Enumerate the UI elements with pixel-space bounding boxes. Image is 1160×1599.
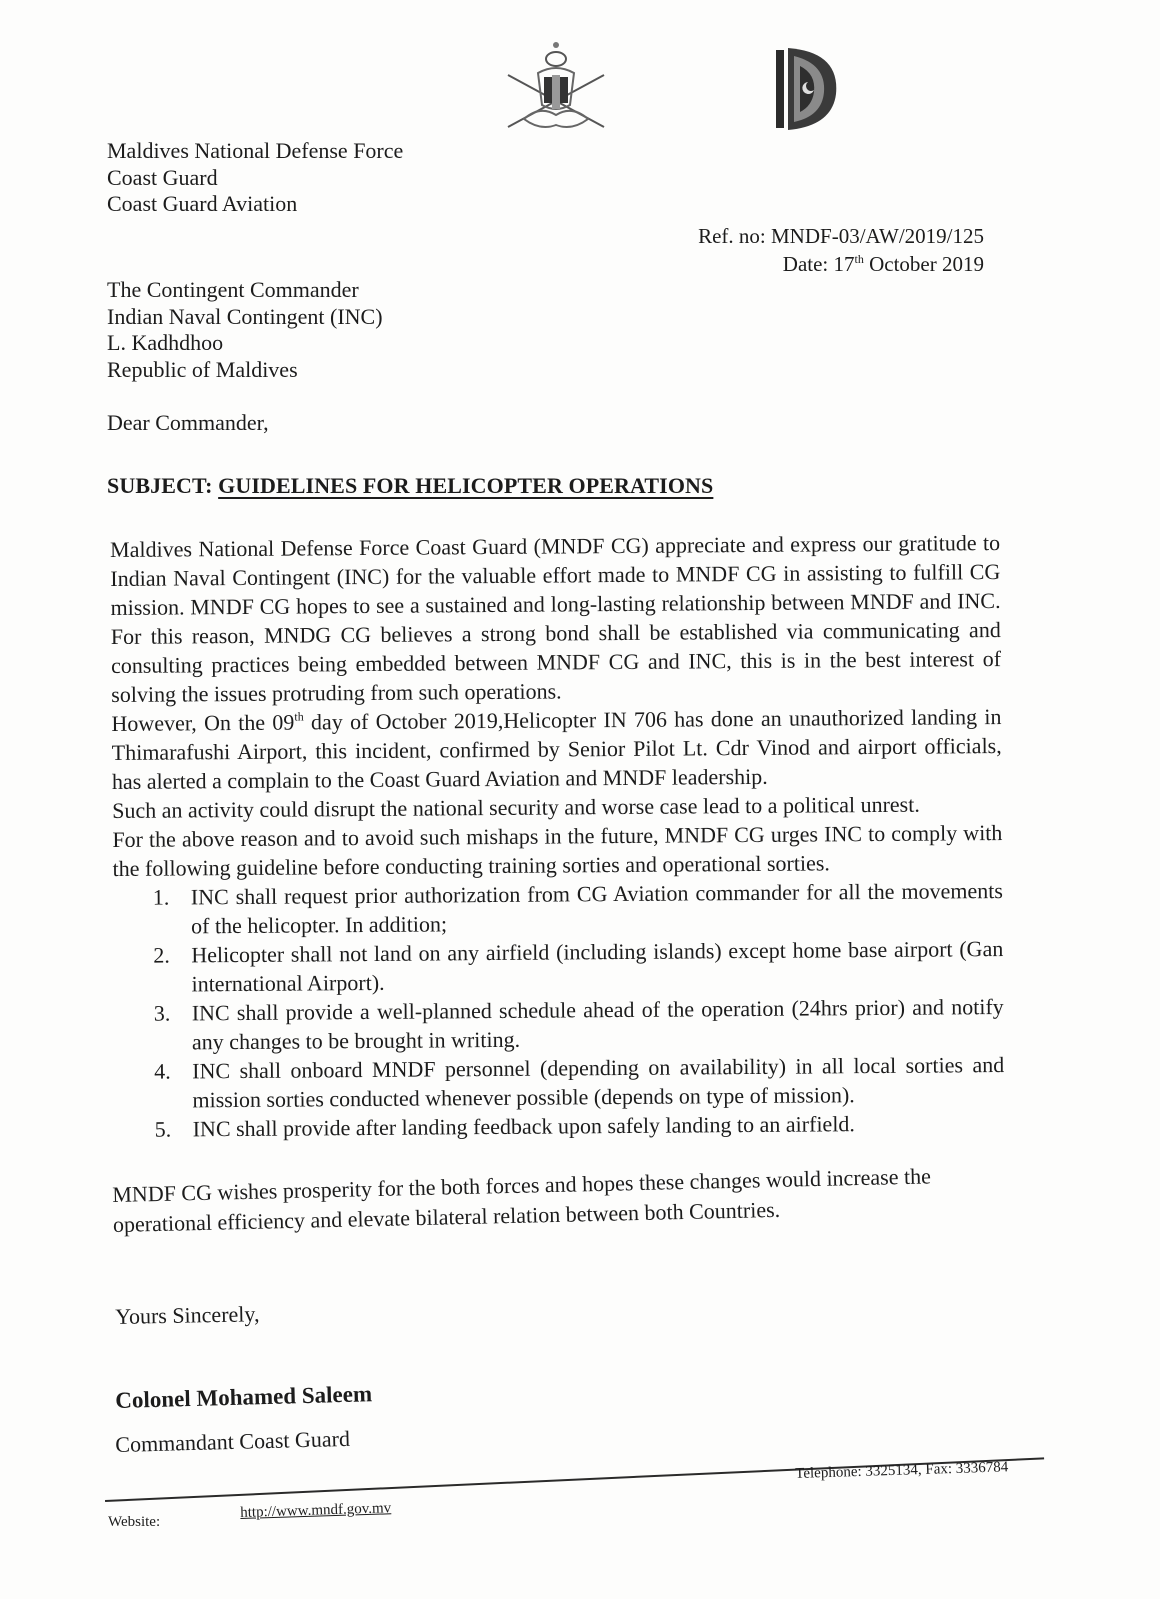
letter-date: Date: 17th October 2019	[782, 252, 984, 276]
guideline-item: 5. INC shall provide after landing feedback upon safely landing to an airfield.	[154, 1111, 855, 1142]
sender-line: Coast Guard Aviation	[107, 191, 298, 216]
valediction: Yours Sincerely,	[115, 1301, 260, 1329]
coast-guard-emblem-icon	[770, 42, 850, 134]
guidelines-list	[113, 876, 1005, 1144]
footer-contact: Telephone: 3325134, Fax: 3336784	[795, 1459, 1009, 1482]
sender-line: Coast Guard	[107, 164, 218, 190]
salutation: Dear Commander,	[107, 410, 269, 435]
body-paragraph: However, On the 09th day of October 2019,Helicopter IN 706 has done an unauthorized landing in Thimarafushi Airport, this incident, confirmed by Senior Pilot Lt. Cdr Vinod and airport officials, has alerted a complain to the Coast Guard Aviation and MNDF leadership.	[111, 704, 1002, 794]
closing-paragraph: MNDF CG wishes prosperity for the both forces and hopes these changes would increase the operational efficiency and elevate bilateral relation between both Countries.	[112, 1163, 932, 1237]
subject-label: SUBJECT:	[107, 473, 219, 498]
footer-website-label: Website:	[108, 1514, 161, 1530]
guideline-item: 3. INC shall provide a well-planned schedule ahead of the operation (24hrs prior) and notify any changes to be brought in writing.	[153, 993, 1004, 1055]
letter-body	[110, 528, 1005, 1144]
recipient-address	[107, 277, 383, 383]
reference-number: Ref. no: MNDF-03/AW/2019/125	[698, 224, 984, 248]
guideline-item: 4. INC shall onboard MNDF personnel (depending on availability) in all local sorties and mission sorties conducted whenever possible (depends on type of mission).	[154, 1051, 1005, 1113]
recipient-line: Republic of Maldives	[107, 356, 298, 382]
guideline-item: 1. INC shall request prior authorization from CG Aviation commander for all the movements of the helicopter. In addition;	[152, 877, 1003, 939]
guideline-item: 2. Helicopter shall not land on any airfield (including islands) except home base airport (Gan international Airport).	[153, 935, 1004, 997]
mndf-crest-icon	[500, 35, 612, 135]
reference-block	[600, 222, 984, 278]
recipient-line: The Contingent Commander	[107, 277, 359, 302]
subject-line	[107, 473, 713, 499]
recipient-line: L. Kadhdhoo	[107, 330, 224, 355]
sender-address	[107, 138, 403, 218]
signatory-title: Commandant Coast Guard	[115, 1425, 351, 1457]
signatory-name: Colonel Mohamed Saleem	[115, 1381, 373, 1413]
sender-line: Maldives National Defense Force	[107, 138, 404, 163]
footer-website-link[interactable]: http://www.mndf.gov.mv	[240, 1500, 392, 1521]
body-paragraph: Maldives National Defense Force Coast Guard (MNDF CG) appreciate and express our gratitude to Indian Naval Contingent (INC) for the valuable effort made to MNDF CG in assisting to fulfill CG mission. MNDF CG hopes to see a sustained and long-lasting relationship between MNDF and INC. For this reason, MNDG CG believes a strong bond shall be established via communicating and consulting practices being embedded between MNDF CG and INC, this is in the best interest of solving the issues protruding from such operations.	[110, 530, 1002, 707]
body-paragraph: Such an activity could disrupt the national security and worse case lead to a political unrest.	[112, 791, 920, 823]
recipient-line: Indian Naval Contingent (INC)	[107, 303, 383, 329]
body-paragraph: For the above reason and to avoid such mishaps in the future, MNDF CG urges INC to comply with the following guideline before conducting training sorties and operational sorties.	[112, 820, 1003, 881]
subject-title: GUIDELINES FOR HELICOPTER OPERATIONS	[218, 473, 714, 498]
